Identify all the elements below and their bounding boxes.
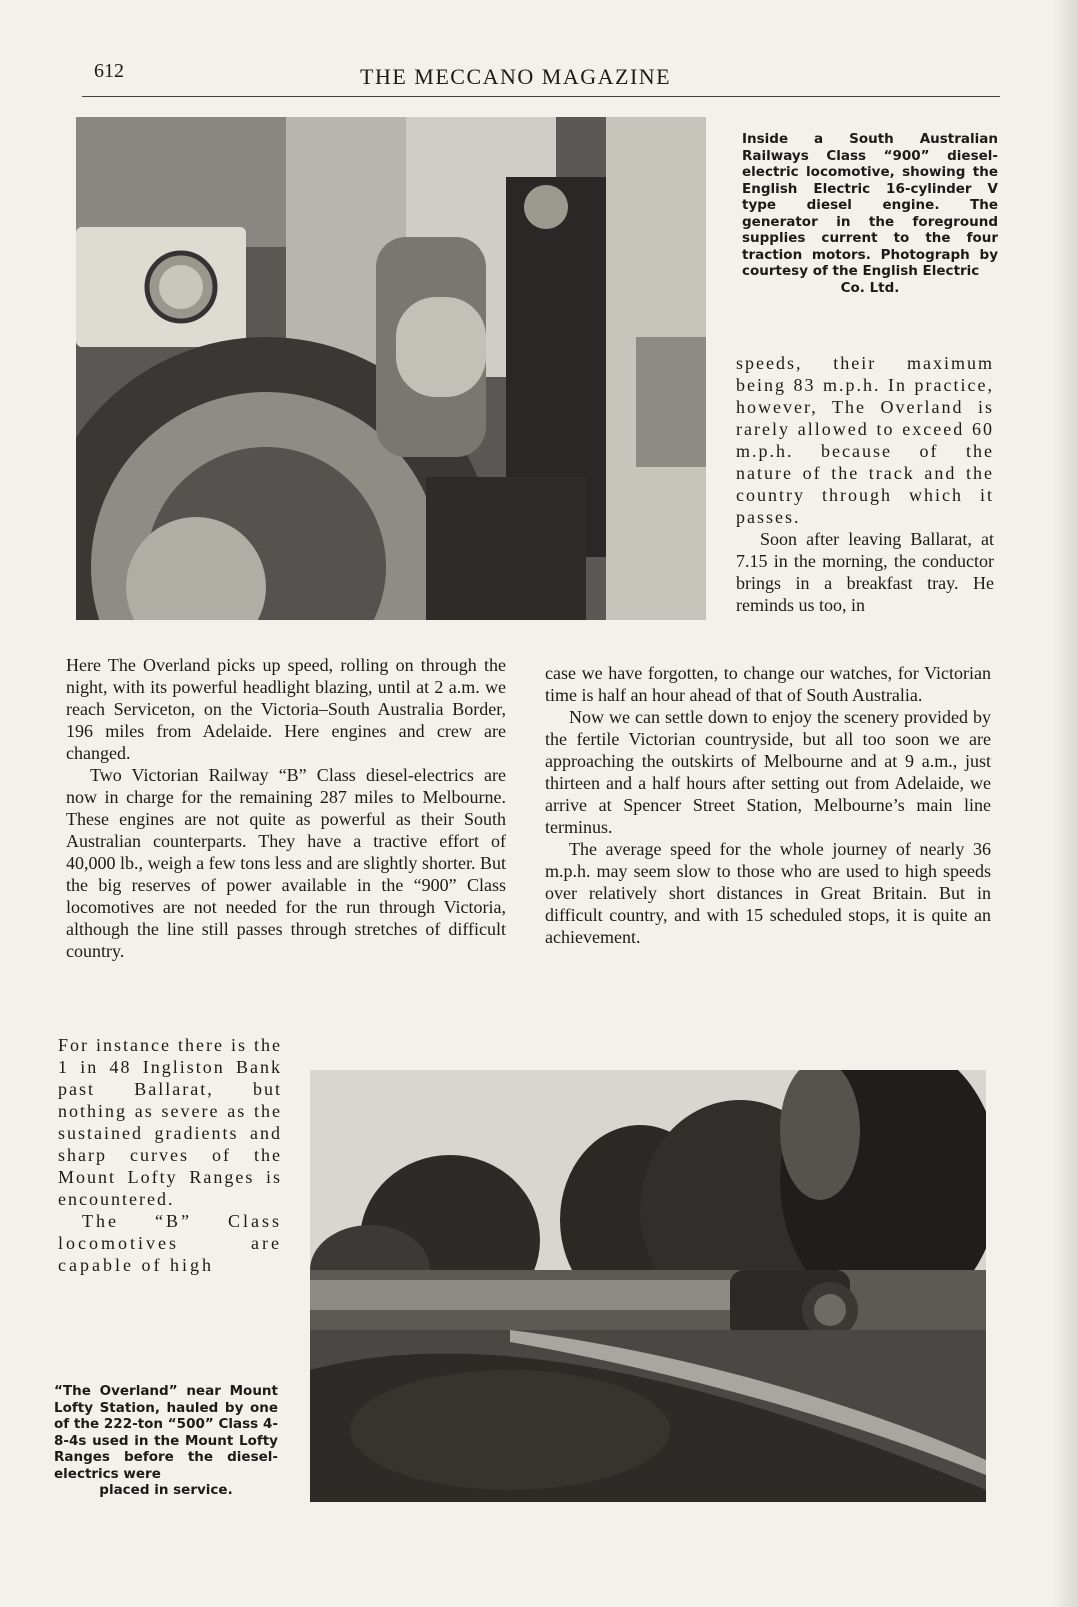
locomotive-engine-interior-photo: [76, 117, 706, 620]
page-number: 612: [94, 60, 124, 82]
header-rule: [82, 96, 1000, 97]
paragraph: Soon after leaving Ballarat, at 7.15 in the morning, the conductor brings in a breakfast tray. He reminds us too, in: [736, 529, 994, 615]
paragraph: case we have forgotten, to change our watches, for Victorian time is half an hour ahead of that of South Australia.: [545, 663, 991, 705]
page-edge-shadow: [1052, 0, 1078, 1607]
narrow-left-column: [58, 1034, 282, 1276]
paragraph: The average speed for the whole journey of nearly 36 m.p.h. may seem slow to those who are used to high speeds over relatively short distances in Great Britain. But in difficult country, and with 15 scheduled stops, it is quite an achievement.: [545, 839, 991, 947]
paragraph: Two Victorian Railway “B” Class diesel-electrics are now in charge for the remaining 287 miles to Melbourne. These engines are not quite as powerful as their South Australian counterparts. They have a tractive effort of 40,000 lb., weigh a few tons less and are slightly shorter. But the big reserves of power available in the “900” Class locomotives are not needed for the run through Victoria, although the line still passes through stretches of difficult country.: [66, 765, 506, 961]
top-photo-caption-text: Inside a South Australian Railways Class “900” diesel-electric locomotive, showing the English Electric 16-cylinder V type diesel engine. The generator in the foreground supplies current to the four traction motors. Photograph by courtesy of the English Electric: [742, 131, 998, 279]
magazine-title: THE MECCANO MAGAZINE: [360, 64, 672, 89]
paragraph: Now we can settle down to enjoy the scenery provided by the fertile Victorian countryside, but all too soon we are approaching the outskirts of Melbourne and at 9 a.m., just thirteen and a half hours after setting out from Adelaide, we arrive at Spencer Street Station, Melbourne’s main line terminus.: [545, 707, 991, 837]
steam-train-landscape-photo: [310, 1070, 986, 1502]
paragraph: speeds, their maximum being 83 m.p.h. In practice, however, The Overland is rarely allowed to exceed 60 m.p.h. because of the nature of the track and the country through which it passes.: [736, 353, 994, 527]
paragraph: The “B” Class locomotives are capable of high: [58, 1211, 282, 1275]
right-column: [545, 662, 991, 948]
paragraph: For instance there is the 1 in 48 Ingliston Bank past Ballarat, but nothing as severe as the sustained gradients and sharp curves of the Mount Lofty Ranges is encountered.: [58, 1035, 282, 1209]
paragraph: Here The Overland picks up speed, rolling on through the night, with its powerful headlight blazing, until at 2 a.m. we reach Serviceton, on the Victoria–South Australia Border, 196 miles from Adelaide. Here engines and crew are changed.: [66, 655, 506, 763]
right-column-upper: [736, 352, 994, 616]
bottom-photo-caption-text: “The Overland” near Mount Lofty Station, hauled by one of the 222-ton “500” Class 4-8-4s used in the Mount Lofty Ranges before the diesel-electrics were: [54, 1383, 278, 1482]
top-photo-caption-credit: Co. Ltd.: [840, 279, 900, 296]
top-photo-caption: [742, 131, 998, 296]
bottom-photo-caption: [54, 1383, 278, 1499]
left-column: [66, 654, 506, 962]
bottom-photo-caption-end: placed in service.: [99, 1482, 233, 1498]
